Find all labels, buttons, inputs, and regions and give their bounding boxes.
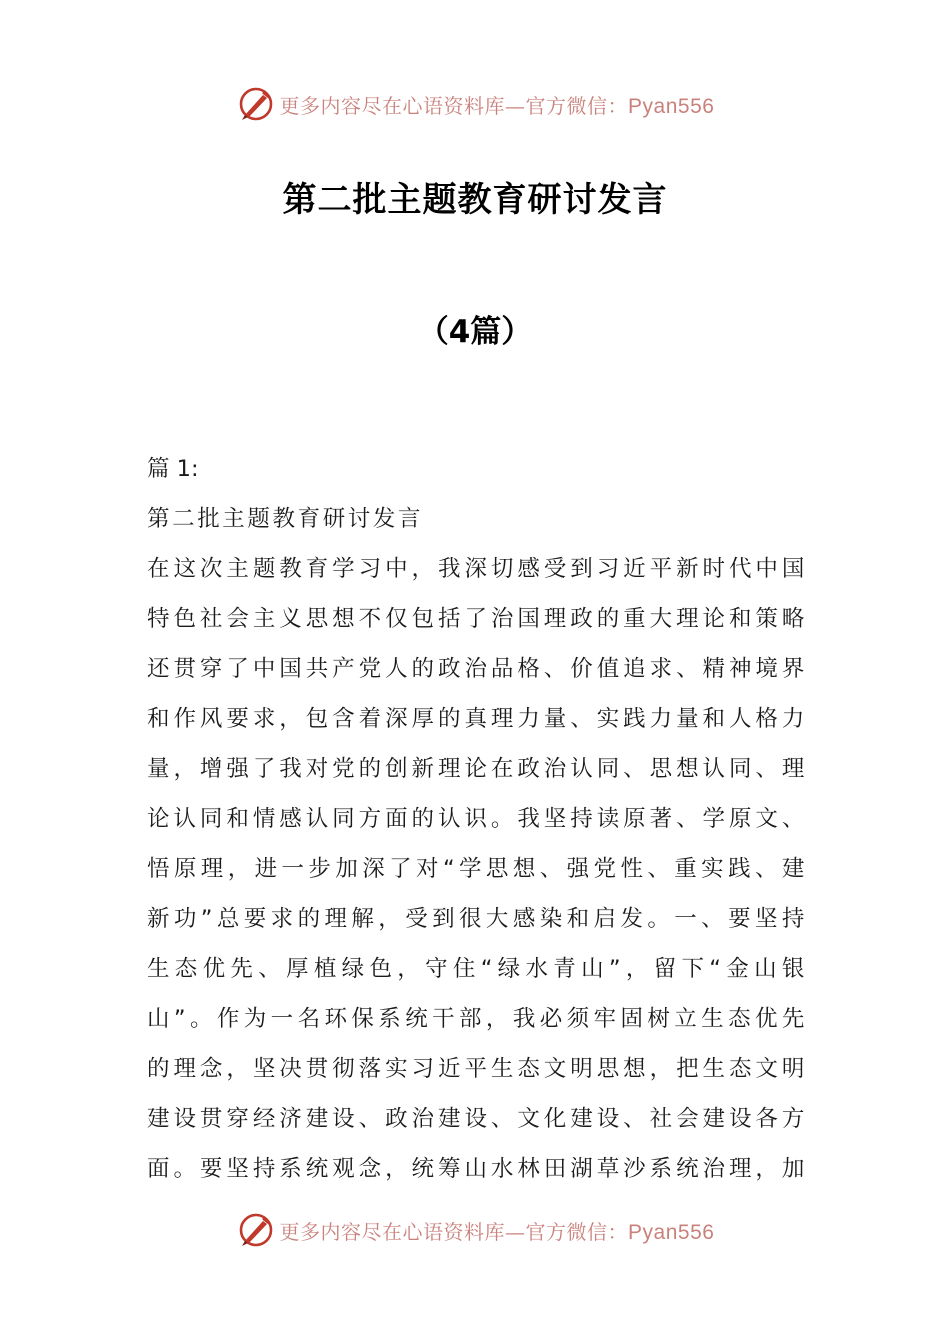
section-title: 第二批主题教育研讨发言 (147, 506, 424, 532)
paragraph-line: 山”。作为一名环保系统干部，我必须牢固树立生态优先 (147, 1006, 807, 1032)
watermark-text: 更多内容尽在心语资料库—官方微信：Pyan556 (279, 93, 715, 118)
watermark-wechat-id: Pyan556 (628, 1220, 715, 1244)
paragraph-line: 和作风要求，包含着深厚的真理力量、实践力量和人格力 (147, 706, 807, 732)
paragraph-line: 面。要坚持系统观念，统筹山水林田湖草沙系统治理，加 (147, 1156, 807, 1182)
paragraph-line: 生态优先、厚植绿色，守住“绿水青山”，留下“金山银 (147, 956, 807, 982)
section-label: 篇 1: (147, 456, 199, 482)
header-watermark (0, 82, 950, 126)
watermark-text: 更多内容尽在心语资料库—官方微信：Pyan556 (279, 1219, 715, 1244)
paragraph-line: 量，增强了我对党的创新理论在政治认同、思想认同、理 (147, 756, 807, 782)
paragraph-line: 特色社会主义思想不仅包括了治国理政的重大理论和策略 (147, 606, 807, 632)
paragraph-line: 在这次主题教育学习中，我深切感受到习近平新时代中国 (147, 556, 807, 582)
document-subtitle: （4篇） (417, 314, 533, 350)
footer-watermark (0, 1208, 950, 1252)
pen-logo-icon (236, 1210, 276, 1250)
pen-logo-icon (236, 84, 276, 124)
paragraph-line: 论认同和情感认同方面的认识。我坚持读原著、学原文、 (147, 806, 807, 832)
paragraph-line: 建设贯穿经济建设、政治建设、文化建设、社会建设各方 (147, 1106, 807, 1132)
paragraph-line: 新功”总要求的理解，受到很大感染和启发。一、要坚持 (147, 906, 807, 932)
paragraph-line: 还贯穿了中国共产党人的政治品格、价值追求、精神境界 (147, 656, 807, 682)
document-body (147, 444, 807, 1194)
document-title: 第二批主题教育研讨发言 (282, 180, 668, 220)
paragraph-line: 悟原理，进一步加深了对“学思想、强党性、重实践、建 (147, 856, 807, 882)
watermark-wechat-id: Pyan556 (628, 94, 715, 118)
paragraph-line: 的理念，坚决贯彻落实习近平生态文明思想，把生态文明 (147, 1056, 807, 1082)
